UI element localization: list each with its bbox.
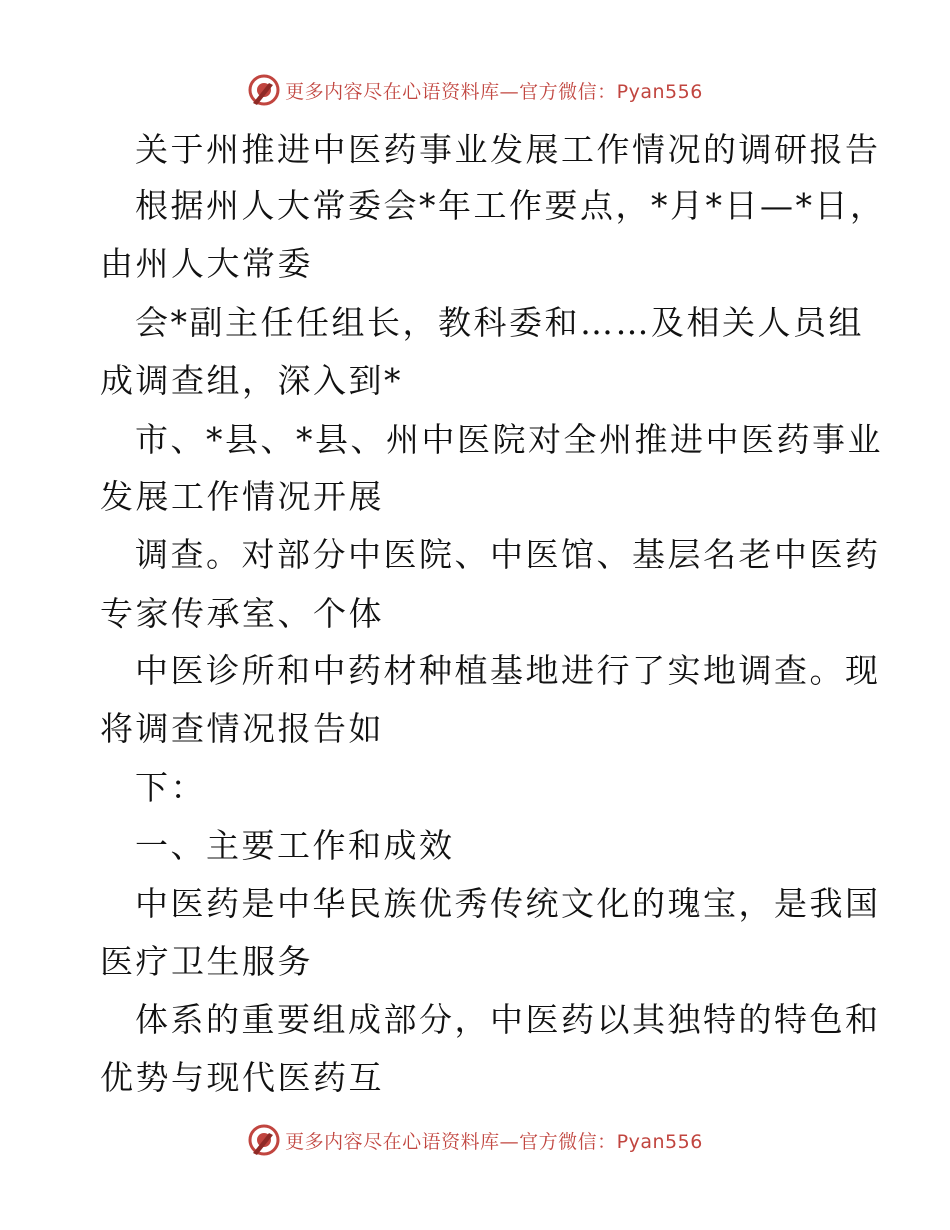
paragraph-line: 根据州人大常委会*年工作要点，*月*日—*日， (135, 186, 886, 225)
watermark-id: Pyan556 (616, 80, 703, 103)
paragraph-line: 调查。对部分中医院、中医馆、基层名老中医药 (135, 535, 881, 574)
paragraph-line: 优势与现代医药互 (100, 1058, 384, 1097)
pen-seal-logo-icon (247, 1123, 281, 1157)
paragraph-line: 将调查情况报告如 (100, 709, 384, 748)
paragraph-line: 由州人大常委 (100, 244, 313, 283)
paragraph-line: 医疗卫生服务 (100, 942, 313, 981)
section-heading: 一、主要工作和成效 (135, 826, 455, 865)
paragraph-line: 中医药是中华民族优秀传统文化的瑰宝，是我国 (135, 884, 881, 923)
paragraph-line: 专家传承室、个体 (100, 594, 384, 633)
footer-watermark (0, 1120, 950, 1160)
pen-seal-logo-icon (247, 73, 281, 107)
paragraph-line: 会*副主任任组长，教科委和……及相关人员组 (135, 303, 864, 342)
watermark-text: 更多内容尽在心语资料库—官方微信：Pyan556 (285, 1130, 703, 1153)
paragraph-line: 下： (135, 768, 206, 807)
paragraph-line: 发展工作情况开展 (100, 477, 384, 516)
document-title: 关于州推进中医药事业发展工作情况的调研报告 (135, 130, 881, 169)
paragraph-line: 体系的重要组成部分，中医药以其独特的特色和 (135, 1000, 881, 1039)
paragraph-line: 市、*县、*县、州中医院对全州推进中医药事业 (135, 420, 883, 459)
paragraph-line: 中医诊所和中药材种植基地进行了实地调查。现 (135, 651, 881, 690)
watermark-id: Pyan556 (616, 1130, 703, 1153)
header-watermark (0, 70, 950, 110)
paragraph-line: 成调查组，深入到* (100, 361, 403, 400)
watermark-text: 更多内容尽在心语资料库—官方微信：Pyan556 (285, 80, 703, 103)
